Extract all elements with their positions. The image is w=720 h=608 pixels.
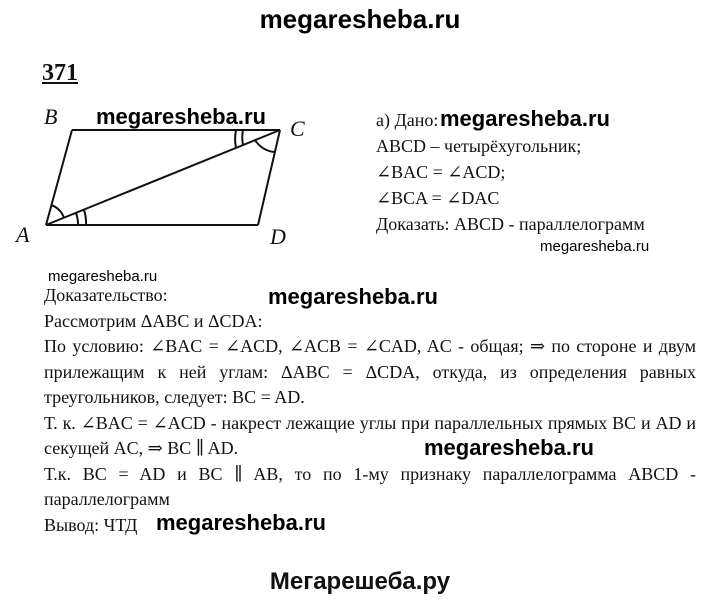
watermark-figure: megaresheba.ru bbox=[96, 104, 266, 129]
watermark-proof-right: megaresheba.ru bbox=[424, 435, 594, 460]
vertex-label-d: D bbox=[270, 224, 286, 249]
given-line: ∠BAC = ∠ACD; bbox=[376, 162, 506, 182]
given-line: ∠BCA = ∠DAC bbox=[376, 188, 500, 208]
side-cd bbox=[258, 130, 280, 225]
angle-acd-arc bbox=[255, 140, 274, 152]
proof-line: Т. к. ∠BAC = ∠ACD - накрест лежащие углы при параллельных прямых BC и AD и секущей AC, ⇒ BC ∥ AD. bbox=[44, 412, 696, 458]
footer-site-name: Мегарешеба.ру bbox=[269, 568, 451, 595]
watermark-proof-mid: megaresheba.ru bbox=[268, 284, 438, 309]
watermark-given-small: megaresheba.ru bbox=[540, 238, 650, 255]
angle-cad-arc-2 bbox=[84, 210, 86, 225]
proof-line: Рассмотрим ΔABC и ΔCDA: bbox=[44, 310, 263, 331]
angle-bca-arc-2 bbox=[235, 130, 236, 148]
parallelogram-figure bbox=[0, 0, 360, 260]
diagonal-ac bbox=[46, 130, 280, 225]
watermark-proof-bottom: megaresheba.ru bbox=[156, 510, 326, 535]
problem-number: 371 bbox=[42, 60, 78, 86]
proof-line: По условию: ∠BAC = ∠ACD, ∠ACB = ∠CAD, AC - общая; ⇒ по стороне и двум прилежащим к ней углам: ΔABC = ΔCDA, откуда, из определения равных треугольников, следует: BC = AD. bbox=[44, 336, 696, 407]
angle-bca-arc-1 bbox=[242, 130, 243, 145]
vertex-label-c: C bbox=[290, 116, 305, 141]
vertex-label-b: B bbox=[44, 104, 58, 129]
vertex-label-a: A bbox=[16, 222, 30, 247]
proof-heading: Доказательство: bbox=[44, 285, 168, 305]
angle-cad-arc-1 bbox=[76, 213, 78, 225]
given-line: ABCD – четырёхугольник; bbox=[376, 136, 582, 156]
watermark-top: megaresheba.ru bbox=[259, 4, 461, 34]
proof-line: Т.к. BC = AD и BC ∥ AB, то по 1-му признаку параллелограмма ABCD - параллелограмм bbox=[44, 463, 696, 509]
prove-statement: Доказать: ABCD - параллелограмм bbox=[376, 214, 645, 234]
proof-block bbox=[44, 283, 696, 538]
watermark-proof-small: megaresheba.ru bbox=[48, 268, 158, 285]
watermark-given: megaresheba.ru bbox=[440, 106, 610, 131]
angle-bac-arc bbox=[51, 205, 64, 218]
proof-conclusion: Вывод: ЧТД bbox=[44, 514, 138, 535]
given-header: а) Дано: bbox=[376, 110, 439, 130]
